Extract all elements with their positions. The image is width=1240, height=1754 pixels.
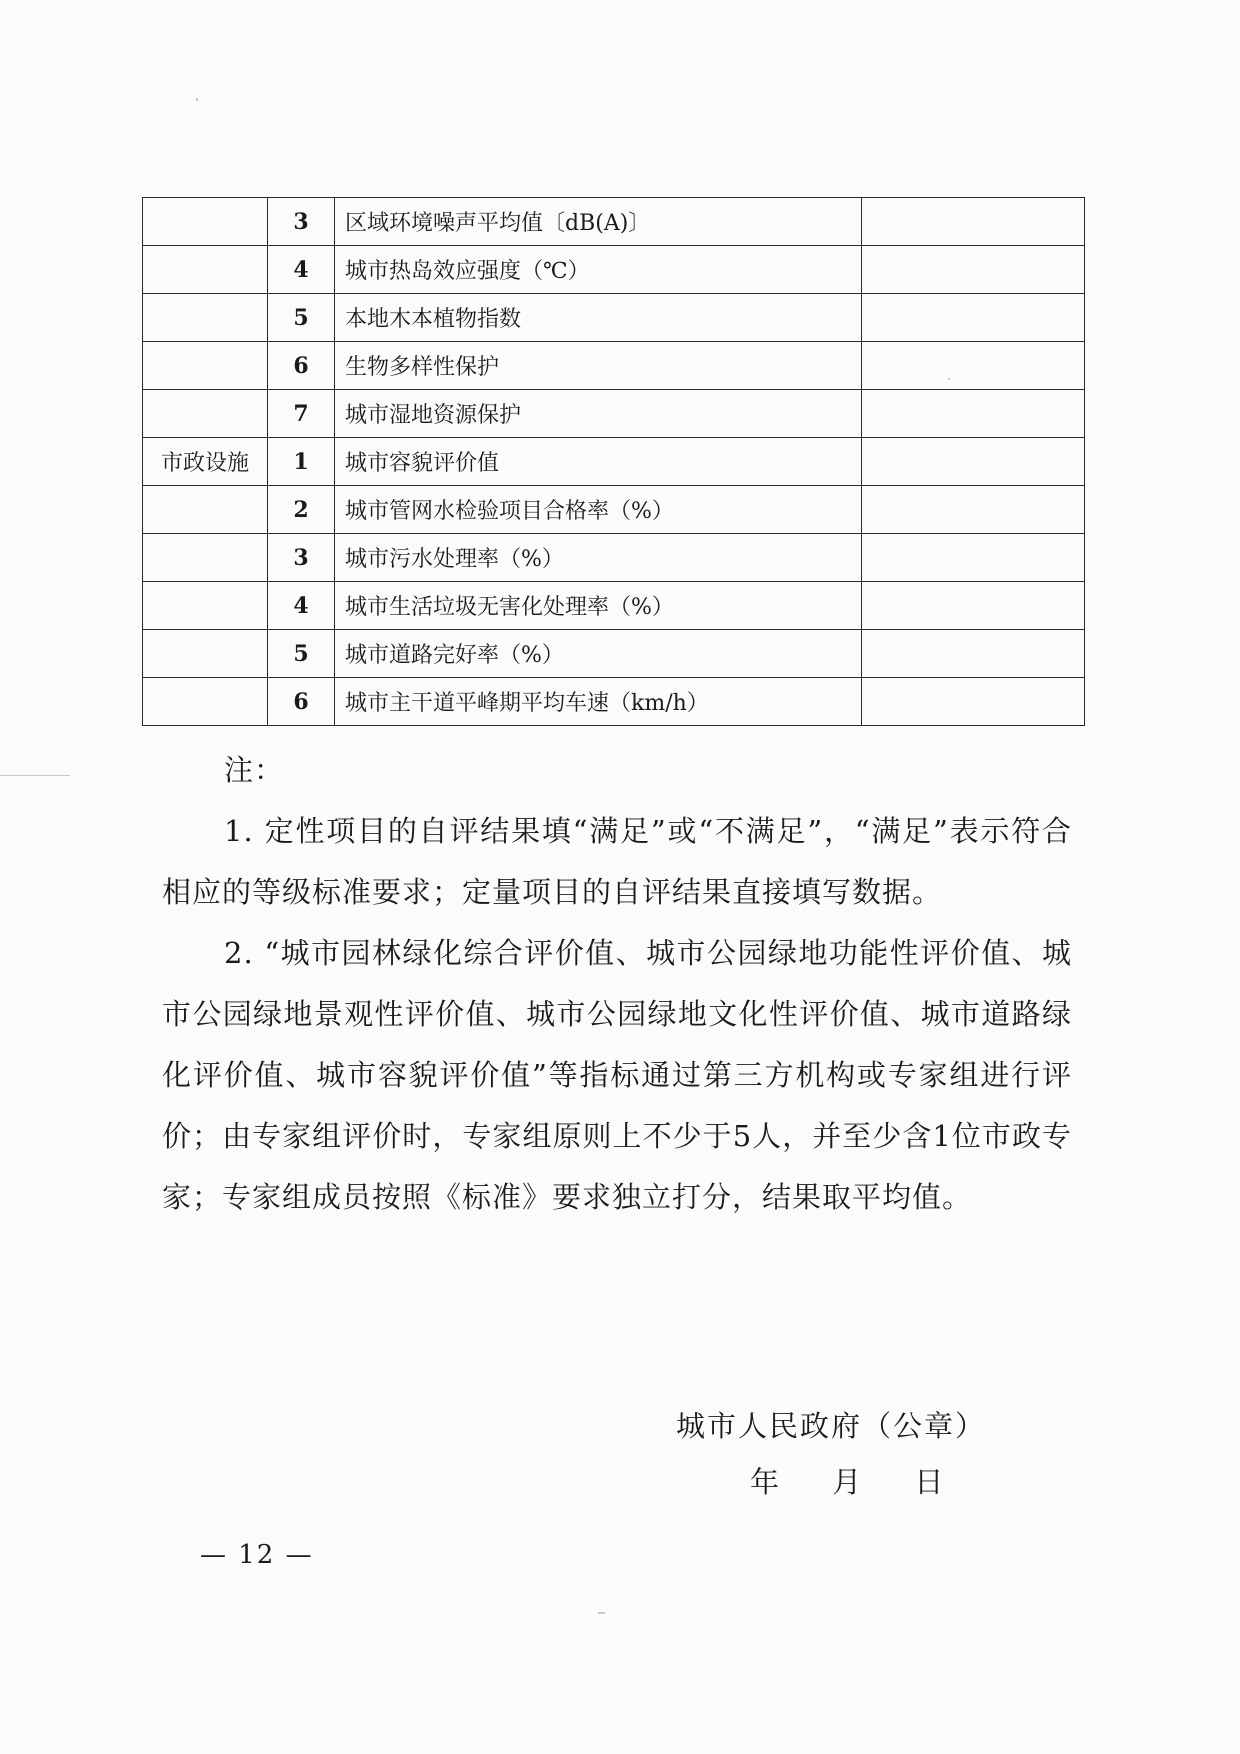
number-cell: 3 bbox=[268, 198, 335, 246]
number-cell: 3 bbox=[268, 534, 335, 582]
result-cell bbox=[862, 438, 1085, 486]
indicator-name-cell: 区域环境噪声平均值〔dB(A)〕 bbox=[335, 198, 862, 246]
scan-artifact bbox=[196, 98, 198, 101]
category-cell bbox=[143, 390, 268, 438]
table-row bbox=[143, 390, 1085, 438]
category-cell bbox=[143, 198, 268, 246]
category-cell bbox=[143, 246, 268, 294]
indicator-name-cell: 城市热岛效应强度（℃） bbox=[335, 246, 862, 294]
number-cell: 1 bbox=[268, 438, 335, 486]
number-cell: 2 bbox=[268, 486, 335, 534]
indicator-name-cell: 本地木本植物指数 bbox=[335, 294, 862, 342]
indicator-name-cell: 城市容貌评价值 bbox=[335, 438, 862, 486]
table-row bbox=[143, 294, 1085, 342]
table-row bbox=[143, 246, 1085, 294]
category-cell bbox=[143, 678, 268, 726]
page-number: — 12 — bbox=[200, 1540, 314, 1570]
result-cell bbox=[862, 678, 1085, 726]
result-cell bbox=[862, 246, 1085, 294]
table-row bbox=[143, 342, 1085, 390]
number-cell: 6 bbox=[268, 342, 335, 390]
note-item-1: 1. 定性项目的自评结果填“满足”或“不满足”，“满足”表示符合相应的等级标准要求；定量项目的自评结果直接填写数据。 bbox=[162, 814, 1072, 909]
scan-artifact bbox=[948, 378, 950, 380]
notes-section bbox=[162, 740, 1072, 1228]
indicator-name-cell: 城市生活垃圾无害化处理率（%） bbox=[335, 582, 862, 630]
category-cell bbox=[143, 582, 268, 630]
category-cell bbox=[143, 294, 268, 342]
table-row bbox=[143, 630, 1085, 678]
number-cell: 6 bbox=[268, 678, 335, 726]
table-row bbox=[143, 486, 1085, 534]
indicator-table-wrapper bbox=[142, 197, 1064, 726]
note-item-2: 2. “城市园林绿化综合评价值、城市公园绿地功能性评价值、城市公园绿地景观性评价值、城市公园绿地文化性评价值、城市道路绿化评价值、城市容貌评价值”等指标通过第三方机构或专家组进行评价；由专家组评价时，专家组原则上不少于5人，并至少含1位市政专家；专家组成员按照《标准》要求独立打分，结果取平均值。 bbox=[162, 936, 1072, 1214]
result-cell bbox=[862, 582, 1085, 630]
number-cell: 7 bbox=[268, 390, 335, 438]
result-cell bbox=[862, 630, 1085, 678]
result-cell bbox=[862, 342, 1085, 390]
number-cell: 5 bbox=[268, 294, 335, 342]
number-cell: 4 bbox=[268, 246, 335, 294]
table-row bbox=[143, 438, 1085, 486]
number-cell: 4 bbox=[268, 582, 335, 630]
category-cell bbox=[143, 630, 268, 678]
result-cell bbox=[862, 390, 1085, 438]
indicator-name-cell: 城市湿地资源保护 bbox=[335, 390, 862, 438]
category-cell bbox=[143, 486, 268, 534]
signature-block bbox=[676, 1398, 1016, 1510]
indicator-name-cell: 城市道路完好率（%） bbox=[335, 630, 862, 678]
result-cell bbox=[862, 294, 1085, 342]
table-row bbox=[143, 534, 1085, 582]
category-cell bbox=[143, 534, 268, 582]
category-cell bbox=[143, 342, 268, 390]
issuing-organization: 城市人民政府（公章） bbox=[676, 1409, 987, 1443]
result-cell bbox=[862, 486, 1085, 534]
category-cell: 市政设施 bbox=[143, 438, 268, 486]
indicator-name-cell: 城市管网水检验项目合格率（%） bbox=[335, 486, 862, 534]
table-row bbox=[143, 198, 1085, 246]
indicator-name-cell: 城市污水处理率（%） bbox=[335, 534, 862, 582]
indicator-name-cell: 城市主干道平峰期平均车速（km/h） bbox=[335, 678, 862, 726]
scan-artifact bbox=[598, 1612, 605, 1614]
number-cell: 5 bbox=[268, 630, 335, 678]
table-row bbox=[143, 678, 1085, 726]
notes-heading: 注： bbox=[224, 753, 285, 787]
result-cell bbox=[862, 198, 1085, 246]
result-cell bbox=[862, 534, 1085, 582]
table-row bbox=[143, 582, 1085, 630]
indicator-name-cell: 生物多样性保护 bbox=[335, 342, 862, 390]
scan-artifact bbox=[0, 775, 70, 776]
indicator-table bbox=[142, 197, 1085, 726]
date-line: 年 月 日 bbox=[750, 1465, 946, 1499]
